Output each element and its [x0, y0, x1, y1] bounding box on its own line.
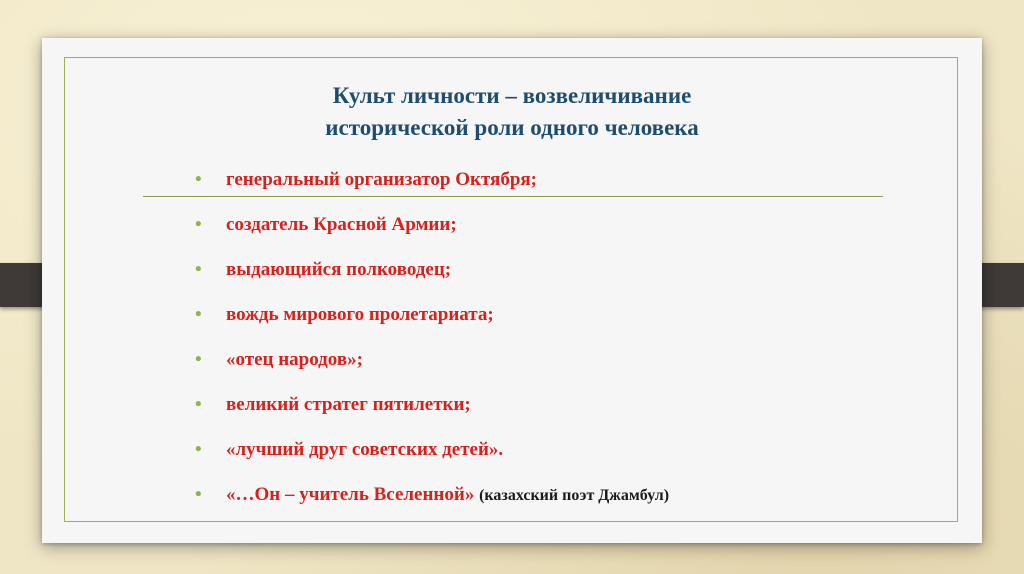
list-item [195, 337, 669, 382]
list-item [195, 472, 669, 517]
list-item [195, 427, 669, 472]
list-item-text: «…Он – учитель Вселенной» [226, 484, 475, 505]
title-line-2: исторической роли одного человека [325, 115, 699, 140]
list-item-text: «лучший друг советских детей». [226, 439, 504, 460]
list-item-text: выдающийся полководец; [226, 259, 452, 280]
list-item [195, 202, 669, 247]
bullet-icon: • [195, 394, 202, 415]
slide-title [0, 80, 1024, 144]
list-item-text: «отец народов»; [226, 349, 363, 370]
list-item [195, 157, 669, 202]
list-item-text: генеральный организатор Октября; [226, 169, 538, 190]
list-item [195, 382, 669, 427]
bullet-icon: • [195, 304, 202, 325]
title-line-1: Культ личности – возвеличивание [332, 83, 692, 108]
bullet-icon: • [195, 349, 202, 370]
bullet-icon: • [195, 439, 202, 460]
bullet-icon: • [195, 214, 202, 235]
list-item-text: великий стратег пятилетки; [226, 394, 471, 415]
attribution-note: (казахский поэт Джамбул) [479, 487, 670, 504]
list-item-text: вождь мирового пролетариата; [226, 304, 494, 325]
bullet-list [195, 157, 669, 517]
bullet-icon: • [195, 484, 202, 505]
list-item [195, 292, 669, 337]
bullet-icon: • [195, 169, 202, 190]
list-item [195, 247, 669, 292]
list-item-text: создатель Красной Армии; [226, 214, 457, 235]
bullet-icon: • [195, 259, 202, 280]
